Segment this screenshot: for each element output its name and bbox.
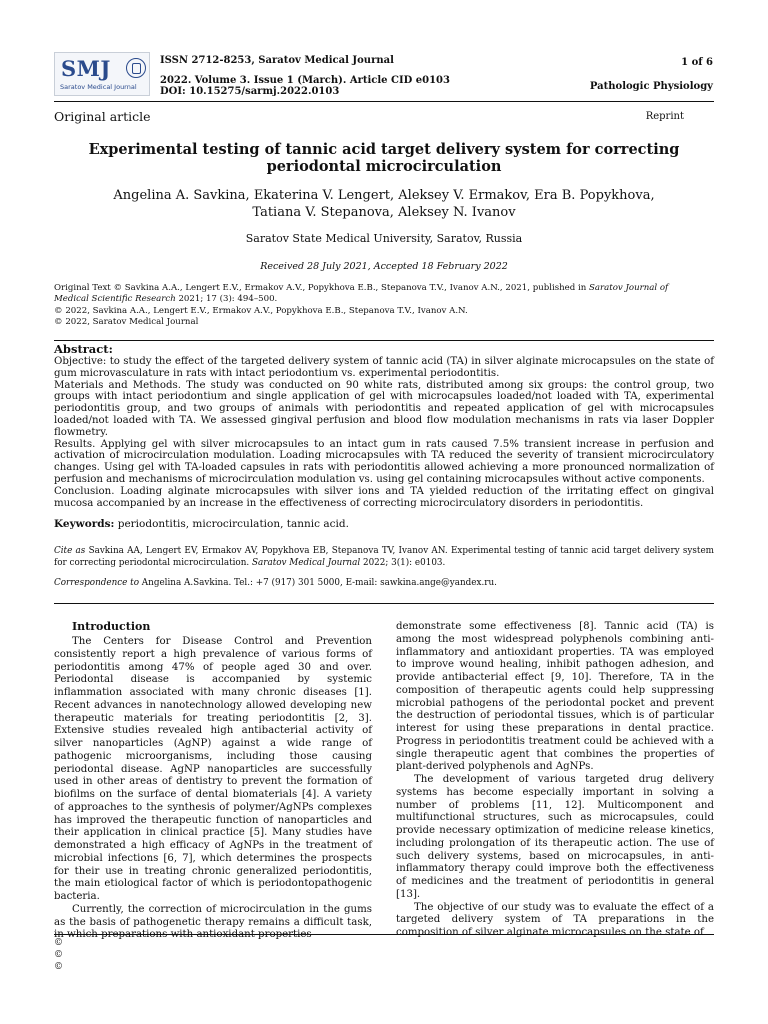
header-rule [54,101,714,102]
copyright-line: Medical Scientific Research 2021; 17 (3): 494–500. [54,294,278,305]
abstract-conclusion: Conclusion. Loading alginate microcapsules with silver ions and TA yielded reduction of the irritating effect on gingival mucosa accompanied by an increase in the effectiveness of correcting microcirculatory disorders in periodontitis. [54,485,714,509]
copyright-mark: © [54,950,63,961]
authors-line: Angelina A. Savkina, Ekaterina V. Lengert, Aleksey V. Ermakov, Era B. Popykhova, [113,188,655,203]
keywords-text: periodontitis, microcirculation, tannic acid. [114,518,349,530]
abstract-heading: Abstract: [54,342,113,356]
abstract-methods: Materials and Methods. The study was conducted on 90 white rats, distributed among six groups: the control group, two groups with intact periodontium and single application of gel with microcapsules loaded/not loaded with TA, experimental periodontitis group, and two groups of animals with periodontitis and repeated application of gel with microcapsules loaded/not loaded with TA. We assessed gingival perfusion and blood flow modulation mechanisms in rats via laser Doppler flowmetry. [54,379,714,438]
section-heading: Introduction [72,620,151,633]
footer-rule [54,934,714,935]
title-line: Experimental testing of tannic acid target delivery system for correcting [88,141,680,158]
paragraph: demonstrate some effectiveness [8]. Tannic acid (TA) is among the most widespread polyphenols combining anti-inflammatory and antioxidant properties. TA was employed to improve wound healing, inhibit pathogen adhesion, and provide antibacterial effect [9, 10]. Therefore, TA in the composition of therapeutic agents could help suppressing microbial pathogens of the periodontal pocket and prevent the destruction of periodontal tissues, which is of particular interest for using these preparations in dental practice. Progress in periodontitis treatment could be achieved with a single therapeutic agent that combines the properties of plant-derived polyphenols and AgNPs. [396,621,714,773]
keywords-label: Keywords: [54,518,115,530]
copyright-mark: © [54,962,63,973]
title-line: periodontal microcirculation [266,158,502,175]
page-indicator: 1 of 6 [681,57,713,68]
copyright-mark: © [54,938,63,948]
authors [54,187,714,221]
affiliation: Saratov State Medical University, Saratov, Russia [245,232,523,245]
body-column-right [396,621,714,940]
body-column-left [54,620,372,942]
doi-line: DOI: 10.15275/sarmj.2022.0103 [160,86,340,97]
abstract-results: Results. Applying gel with silver microcapsules to an intact gum in rats caused 7.5% transient increase in perfusion and activation of microcirculation modulation. Loading microcapsules with TA reduced the severity of transient microcirculatory changes. Using gel with TA-loaded capsules in rats with periodontitis allowed achieving a more pronounced normalization of perfusion and mechanisms of microcirculation modulation vs. using gel containing microcapsules without active components. [54,438,714,485]
paragraph: The development of various targeted drug delivery systems has become especially important in solving a number of problems [11, 12]. Multicomponent and multifunctional structures, such as microcapsules, could provide necessary optimization of medicine release kinetics, including prolongation of its therapeutic action. The use of such delivery systems, based on microcapsules, in anti-inflammatory therapy could improve both the effectiveness of medicines and the treatment of periodontitis in general [13]. [396,774,714,900]
article-title [54,141,714,175]
abstract-objective: Objective: to study the effect of the targeted delivery system of tannic acid (TA) in silver alginate microcapsules on the state of gum microvasculature in rats with intact periodontium vs. experimental periodontitis. [54,356,714,379]
copyright-line: Original Text © Savkina A.A., Lengert E.V., Ermakov A.V., Popykhova E.B., Stepanova T.V., Ivanov A.N., 2021, published in Saratov Journal of [54,283,669,293]
issn-line: ISSN 2712-8253, Saratov Medical Journal [160,55,394,66]
seal-icon [126,58,146,78]
paragraph: The objective of our study was to evaluate the effect of a targeted delivery system of TA preparations in the composition of silver alginate microcapsules on the state of [396,901,714,938]
footnote-marks [54,937,63,974]
section-label: Pathologic Physiology [589,81,713,92]
copyright-block [54,283,714,329]
article-type: Original article [54,109,151,124]
logo-subtitle: Saratov Medical Journal [60,83,137,91]
body-top-rule [54,603,714,604]
copyright-line: © 2022, Savkina A.A., Lengert E.V., Ermakov A.V., Popykhova E.B., Stepanova T.V., Ivanov A.N. [54,305,468,316]
paragraph: The Centers for Disease Control and Prevention consistently report a high prevalence of various forms of periodontitis among 47% of people aged 30 and over. Periodontal disease is accompanied by systemic inflammation associated with many chronic diseases [1]. Recent advances in nanotechnology allowed developing new therapeutic materials for treating periodontitis [2, 3]. Extensive studies revealed high antibacterial activity of silver nanoparticles (AgNP) against a wide range of pathogenic microorganisms, including those causing periodontal disease. AgNP nanoparticles are successfully used in other areas of dentistry to prevent the formation of biofilms on the surface of dental biomaterials [4]. A variety of approaches to the synthesis of polymer/AgNPs complexes has improved the therapeutic function of nanoparticles and their application in clinical practice [5]. Many studies have demonstrated a high efficacy of AgNPs in the treatment of microbial infections [6, 7], which determines the prospects for their use in treating chronic generalized periodontitis, the main etiological factor of which is periodontopathogenic bacteria. [54,636,372,902]
citation: Cite as Savkina AA, Lengert EV, Ermakov AV, Popykhova EB, Stepanova TV, Ivanov AN. Experimental testing of tannic acid target delivery system for correcting periodontal microcirculation. Saratov Medical Journal 2022; 3(1): e0103. [54,546,715,568]
paragraph: Currently, the correction of microcirculation in the gums as the basis of pathogenetic therapy remains a difficult task, in which preparations with antioxidant properties [54,903,372,941]
reprint-label: Reprint [645,111,684,122]
authors-line: Tatiana V. Stepanova, Aleksey N. Ivanov [252,205,516,220]
abstract [54,343,714,509]
copyright-line: © 2022, Saratov Medical Journal [54,317,199,328]
volume-line: 2022. Volume 3. Issue 1 (March). Article CID e0103 [160,75,450,86]
received-dates: Received 28 July 2021, Accepted 18 February 2022 [260,261,508,272]
logo-text: SMJ [61,56,111,81]
abstract-top-rule [54,340,714,341]
journal-logo [54,52,150,96]
keywords [54,518,714,530]
correspondence: Correspondence to Angelina A.Savkina. Tel.: +7 (917) 301 5000, E-mail: sawkina.ange@yandex.ru. [54,578,497,588]
